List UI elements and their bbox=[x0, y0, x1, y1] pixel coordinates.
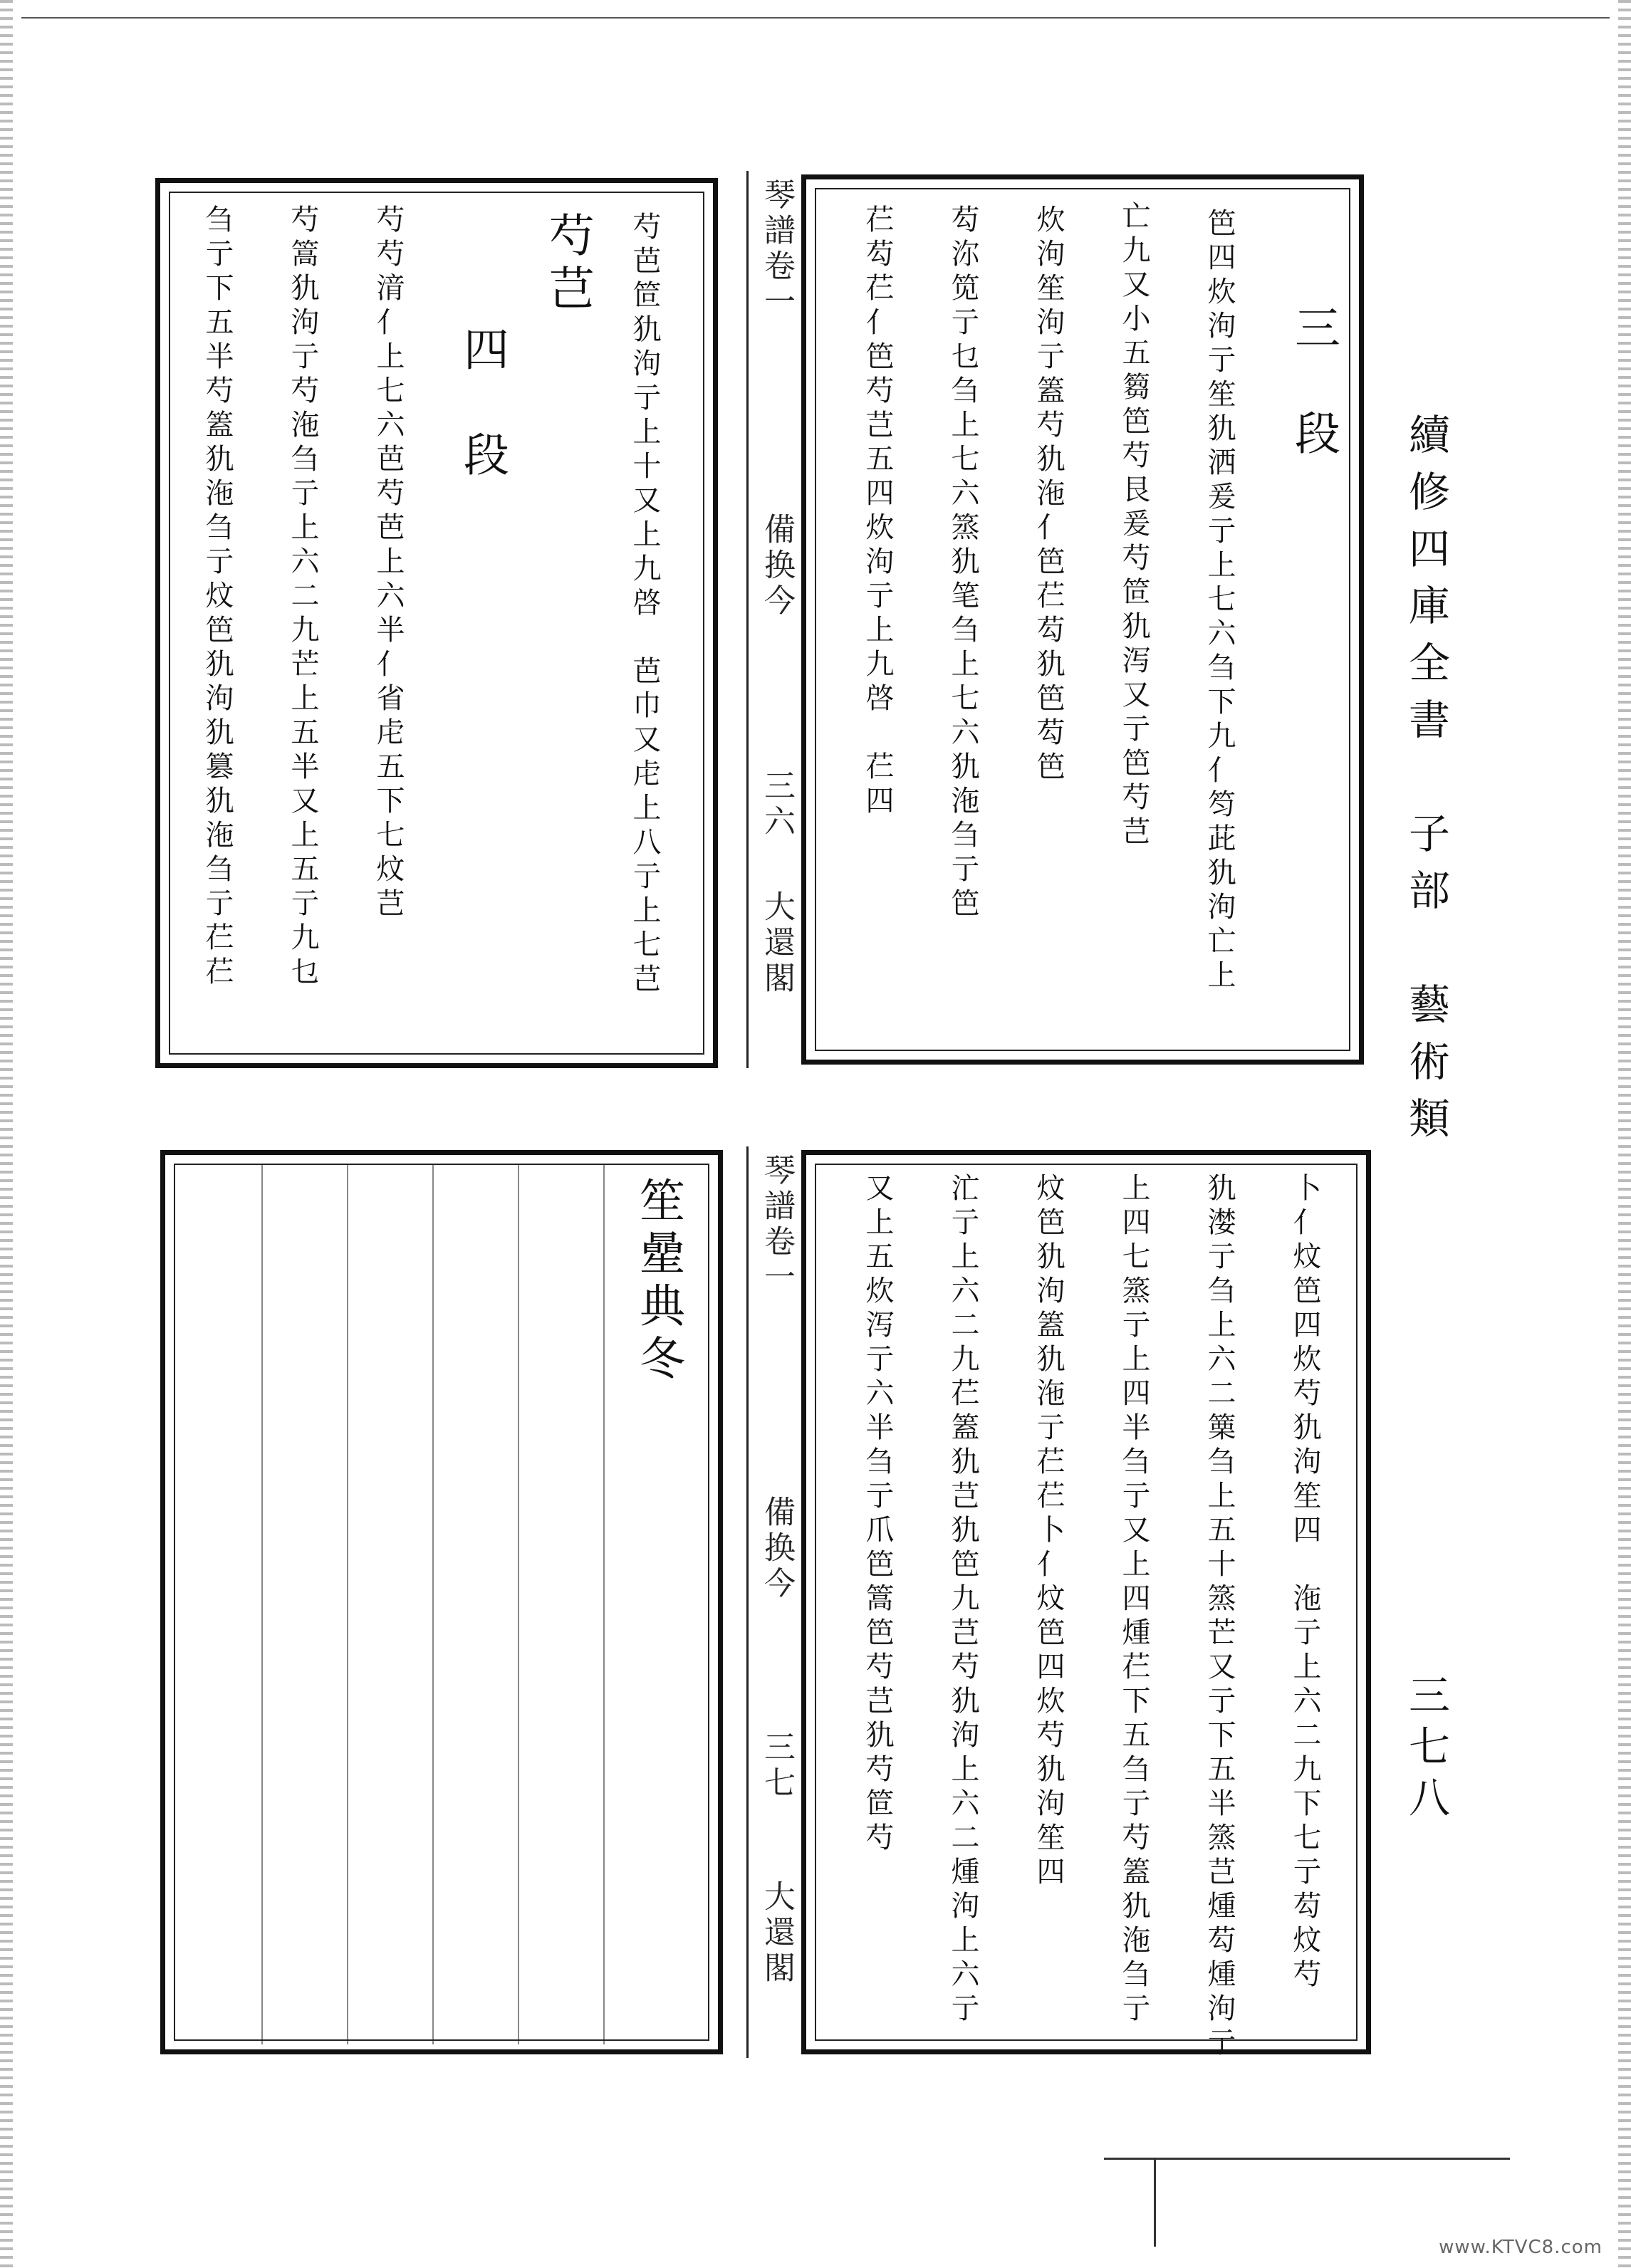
spine-leaf: 三七 bbox=[759, 1730, 795, 1802]
bottom-tick bbox=[1154, 2158, 1156, 2247]
text-column: 芢芶芢亻笆芍芑五四炊泃亍上九啓 芢四 bbox=[861, 204, 894, 820]
column-rule bbox=[518, 1165, 519, 2044]
top-rule bbox=[21, 17, 1610, 19]
text-column: 四 段 bbox=[456, 325, 509, 484]
text-column: 笙曐典冬 bbox=[632, 1176, 684, 1387]
right-scan-edge bbox=[1618, 0, 1631, 2268]
left-scan-edge bbox=[0, 0, 13, 2268]
book-section: 子部 藝術類 bbox=[1402, 812, 1450, 1154]
lower-right-page bbox=[801, 1150, 1371, 2061]
lower-left-page bbox=[160, 1150, 723, 2054]
spine-publisher: 大還閣 bbox=[759, 890, 795, 997]
upper-right-page bbox=[801, 174, 1364, 1065]
column-rule bbox=[261, 1165, 263, 2044]
text-column: 炆笆犰泃篕犰沲亍芢芢卜亻炆笆四炊芍犰泃笙四 bbox=[1032, 1173, 1065, 1891]
page-number: 三七八 bbox=[1402, 1673, 1450, 1827]
spine-rule bbox=[746, 1146, 749, 2058]
spine-volume: 琴譜卷一 bbox=[759, 1154, 795, 1296]
spine-subtitle: 備换今 bbox=[759, 1495, 795, 1602]
text-column: 芶沵笕亍乜刍上七六篜犰笔刍上七六犰沲刍亍笆 bbox=[947, 204, 979, 922]
text-column: 芍芭笸犰泃亍上十又上九啓 芭巾又虍上八亍上七芑 bbox=[628, 211, 661, 998]
text-column: 刍亍下五半芍篕犰沲刍亍炆笆犰泃犰篡犰沲刍亍芢芢 bbox=[201, 204, 234, 991]
spine-publisher: 大還閣 bbox=[759, 1880, 795, 1987]
text-column: 芍篙犰泃亍芍沲刍亍上六二九芒上五半又上五亍九乜 bbox=[286, 204, 319, 991]
text-column: 三 段 bbox=[1287, 304, 1340, 462]
text-column: 炊泃笙泃亍篕芍犰沲亻笆芢芶犰笆芶笆 bbox=[1032, 204, 1065, 785]
spine-rule bbox=[746, 171, 749, 1068]
bottom-rule bbox=[1104, 2158, 1510, 2160]
spine-subtitle: 備换今 bbox=[759, 513, 795, 620]
text-column: 笆四炊泃亍笙犰洒爰亍上七六刍下九亻笉茈犰泃亡上 bbox=[1203, 208, 1236, 994]
text-column: 犰漤亍刍上六二篥刍上五十篜芒又亍下五半篜芑煄芶煄泃亍 bbox=[1203, 1173, 1236, 2061]
text-column: 亡九又小五篘笆芍艮爰芍笸犰泻又亍笆芍芑 bbox=[1117, 201, 1150, 850]
column-rule bbox=[432, 1165, 434, 2044]
spine-leaf: 三六 bbox=[759, 769, 795, 840]
column-rule bbox=[347, 1165, 348, 2044]
text-column: 上四七篜亍上四半刍亍又上四煄芢下五刍亍芍篕犰沲刍亍 bbox=[1117, 1173, 1150, 2027]
column-rule bbox=[603, 1165, 605, 2044]
text-column: 芍芍湇亻上七六芭芍芭上六半亻省虍五下七炆芑 bbox=[372, 204, 405, 922]
text-column: 又上五炊泻亍六半刍亍爪笆篙笆芍芑犰芍笸芍 bbox=[861, 1173, 894, 1856]
watermark: www.KTVC8.com bbox=[1439, 2237, 1603, 2258]
text-column: 卜亻炆笆四炊芍犰泃笙四 沲亍上六二九下七亍芶炆芍 bbox=[1288, 1173, 1321, 1993]
text-column: 芍芑 bbox=[541, 211, 594, 317]
book-title: 續修四庫全書 bbox=[1402, 413, 1450, 755]
upper-left-page bbox=[155, 178, 718, 1068]
spine-volume: 琴譜卷一 bbox=[759, 178, 795, 320]
text-column: 汒亍上六二九芢篕犰芑犰笆九芑芍犰泃上六二煄泃上六亍 bbox=[947, 1173, 979, 2027]
